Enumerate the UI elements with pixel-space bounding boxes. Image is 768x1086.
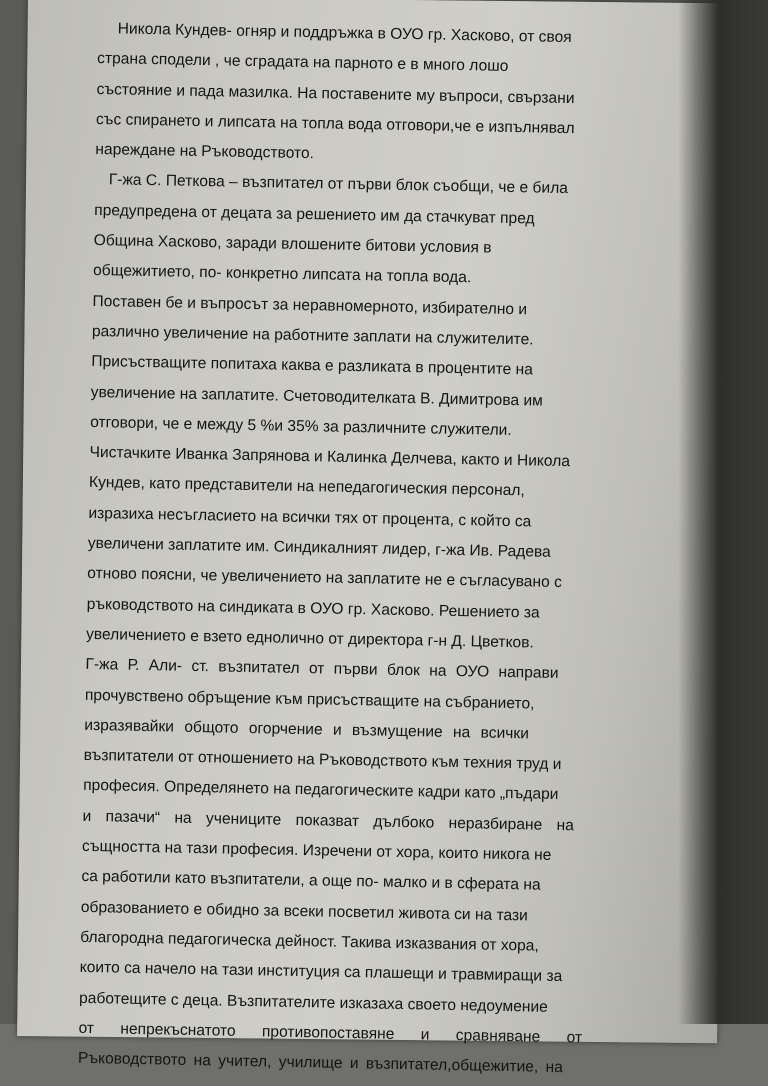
text-line: Чистачките Иванка Запрянова и Калинка Делчева, както и Никола: [89, 444, 571, 471]
text-line: прочувствено обръщение към присъстващите на събранието,: [84, 686, 535, 713]
photo-shadow: [678, 0, 768, 1024]
text-line: и пазачи“ на учениците показват дълбоко неразбиране на: [82, 807, 575, 835]
text-line: работещите с деца. Възпитателите изказаха своето недоумение: [78, 989, 548, 1016]
text-line: Община Хасково, заради влошените битови условия в: [93, 232, 492, 257]
text-line: същността на тази професия. Изречени от хора, които никога не: [81, 837, 552, 864]
text-line: увеличение на заплатите. Счетоводителката В. Димитрова им: [90, 383, 544, 410]
text-line: състояние и пада мазилка. На поставените му въпроси, свързани: [96, 80, 575, 107]
text-line: благородна педагогическа дейност. Такива изказвания от хора,: [80, 928, 539, 955]
text-line: Никола Кундев- огняр и поддръжка в ОУО гр. Хасково, от своя: [117, 20, 572, 47]
text-line: Ръководството на учител, училище и възпитател,общежитие, на: [77, 1049, 564, 1077]
text-line: Кундев, като представители на непедагогическия персонал,: [88, 474, 525, 500]
text-line: изразиха несъгласието на всички тях от процента, с който са: [88, 504, 532, 531]
text-line: отново поясни, че увеличението на заплатите не е съгласувано с: [87, 565, 562, 592]
document-text: [78, 14, 698, 1086]
text-line: Поставен бе и въпросът за неравномерното, избирателно и: [92, 292, 528, 318]
text-line: общежитието, по- конкретно липсата на топла вода.: [92, 262, 472, 287]
text-line: образованието е обидно за всеки посветил живота си на тази: [80, 898, 529, 925]
text-line: различно увеличение на работните заплати на служителите.: [91, 322, 534, 349]
text-line: професия. Определянето на педагогическите кадри като „пъдари: [83, 777, 559, 804]
text-line: възпитатели от отношението на Ръководството към техния труд и: [83, 746, 562, 774]
text-line: предупредена от децата за решението им да стачкуват пред: [94, 201, 535, 228]
text-line: увеличени заплатите им. Синдикалният лидер, г-жа Ив. Радева: [87, 534, 551, 561]
text-line: от непрекъснатото противопоставяне и сравняване от: [78, 1019, 583, 1047]
text-line: изразявайки общото огорчение и възмущение на всички: [84, 716, 530, 743]
text-line: които са начело на тази институция са плашещи и травмиращи за: [79, 959, 563, 986]
text-line: Г-жа С. Петкова – възпитател от първи блок съобщи, че е била: [108, 171, 569, 198]
text-line: отговори, че е между 5 %и 35% за различните служители.: [89, 413, 512, 439]
text-line: страна сподели , че сградата на парното е в много лошо: [96, 50, 509, 76]
text-line: със спирането и липсата на топла вода отговори,че е изпълнявал: [95, 110, 575, 138]
text-line: ръководството на синдиката в ОУО гр. Хасково. Решението за: [86, 595, 540, 622]
text-line: увеличението е взето еднолично от директора г-н Д. Цветков.: [85, 625, 534, 652]
text-line: са работили като възпитатели, а още по- малко и в сферата на: [81, 868, 541, 894]
text-line: Г-жа Р. Али- ст. възпитател от първи блок на ОУО направи: [85, 656, 559, 683]
text-line: нареждане на Ръководството.: [95, 141, 315, 163]
text-line: Присъстващите попитаха каква е разликата в процентите на: [91, 353, 534, 379]
